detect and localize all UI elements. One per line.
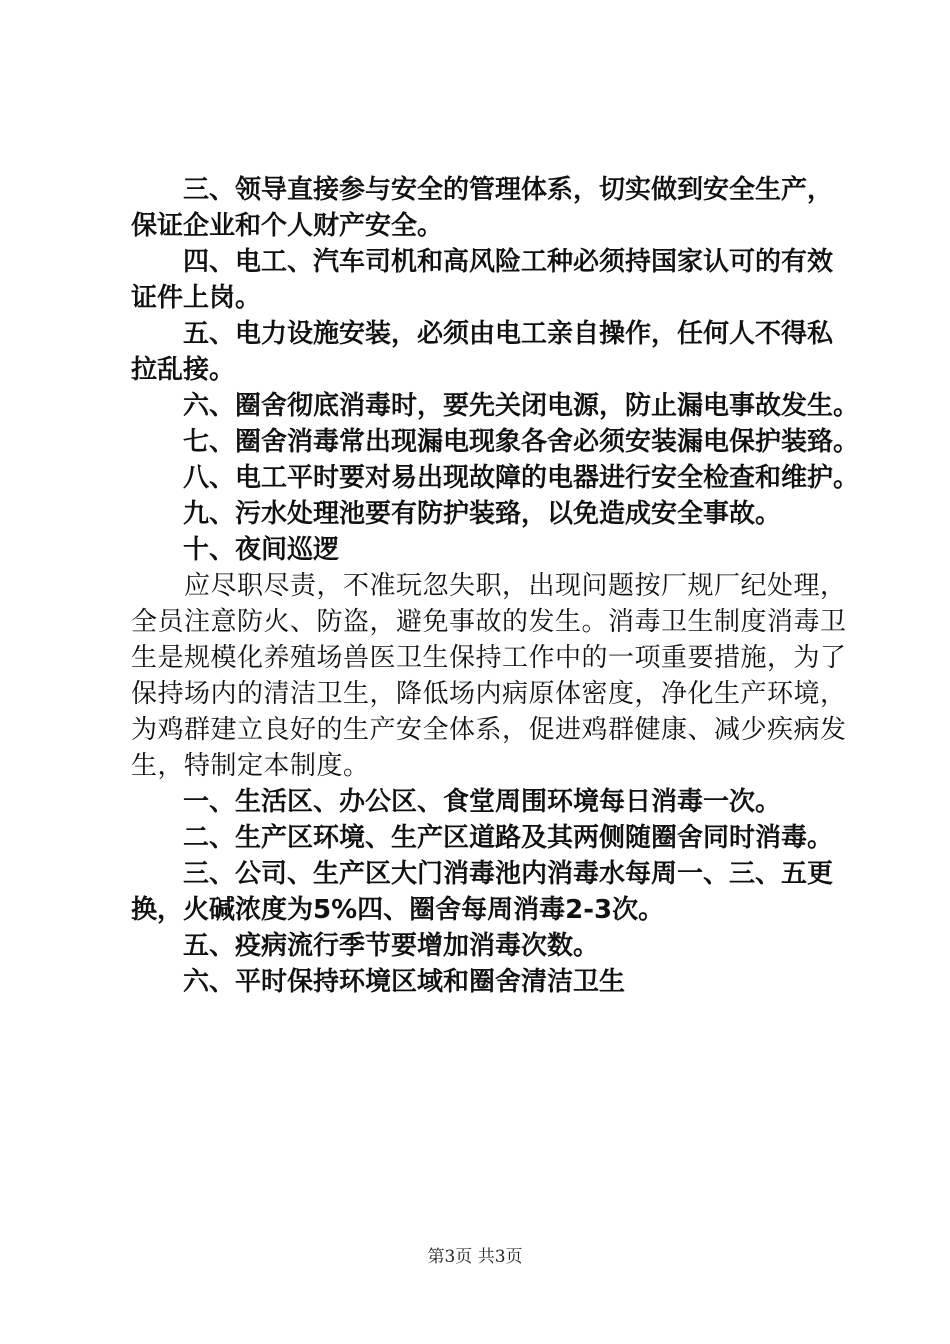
text-line: 三、公司、生产区大门消毒池内消毒水每周一、三、五更 <box>131 859 834 889</box>
text-line: 应尽职尽责，不准玩忽失职，出现问题按厂规厂纪处理， <box>131 571 847 601</box>
text-line: 七、圈舍消毒常出现漏电现象各舍必须安装漏电保护装臵。 <box>131 427 860 457</box>
text-line: 二、生产区环境、生产区道路及其两侧随圈舍同时消毒。 <box>131 823 834 853</box>
text-line: 生是规模化养殖场兽医卫生保持工作中的一项重要措施，为了 <box>131 643 847 673</box>
text-line: 四、电工、汽车司机和高风险工种必须持国家认可的有效 <box>131 247 834 277</box>
text-line: 换，火碱浓度为5%四、圈舍每周消毒2-3次。 <box>131 895 665 925</box>
text-line: 全员注意防火、防盗，避免事故的发生。消毒卫生制度消毒卫 <box>131 607 847 637</box>
text-line: 为鸡群建立良好的生产安全体系，促进鸡群健康、减少疾病发 <box>131 715 847 745</box>
text-line: 十、夜间巡逻 <box>131 535 340 565</box>
text-line: 九、污水处理池要有防护装臵，以免造成安全事故。 <box>131 499 782 529</box>
text-line: 一、生活区、办公区、食堂周围环境每日消毒一次。 <box>131 787 782 817</box>
text-line: 证件上岗。 <box>131 283 262 313</box>
text-line: 三、领导直接参与安全的管理体系，切实做到安全生产， <box>131 175 834 205</box>
page-footer: 第3页 共3页 <box>427 1247 523 1267</box>
text-line: 五、电力设施安装，必须由电工亲自操作，任何人不得私 <box>131 319 834 349</box>
text-line: 拉乱接。 <box>131 355 236 385</box>
text-line: 保证企业和个人财产安全。 <box>131 211 444 241</box>
text-line: 五、疫病流行季节要增加消毒次数。 <box>131 931 600 961</box>
text-line: 六、平时保持环境区域和圈舍清洁卫生 <box>131 967 626 997</box>
document-body <box>131 172 860 1000</box>
text-line: 八、电工平时要对易出现故障的电器进行安全检查和维护。 <box>131 463 860 493</box>
text-line: 保持场内的清洁卫生，降低场内病原体密度，净化生产环境， <box>131 679 847 709</box>
text-line: 六、圈舍彻底消毒时，要先关闭电源，防止漏电事故发生。 <box>131 391 860 421</box>
text-line: 生，特制定本制度。 <box>131 751 370 781</box>
